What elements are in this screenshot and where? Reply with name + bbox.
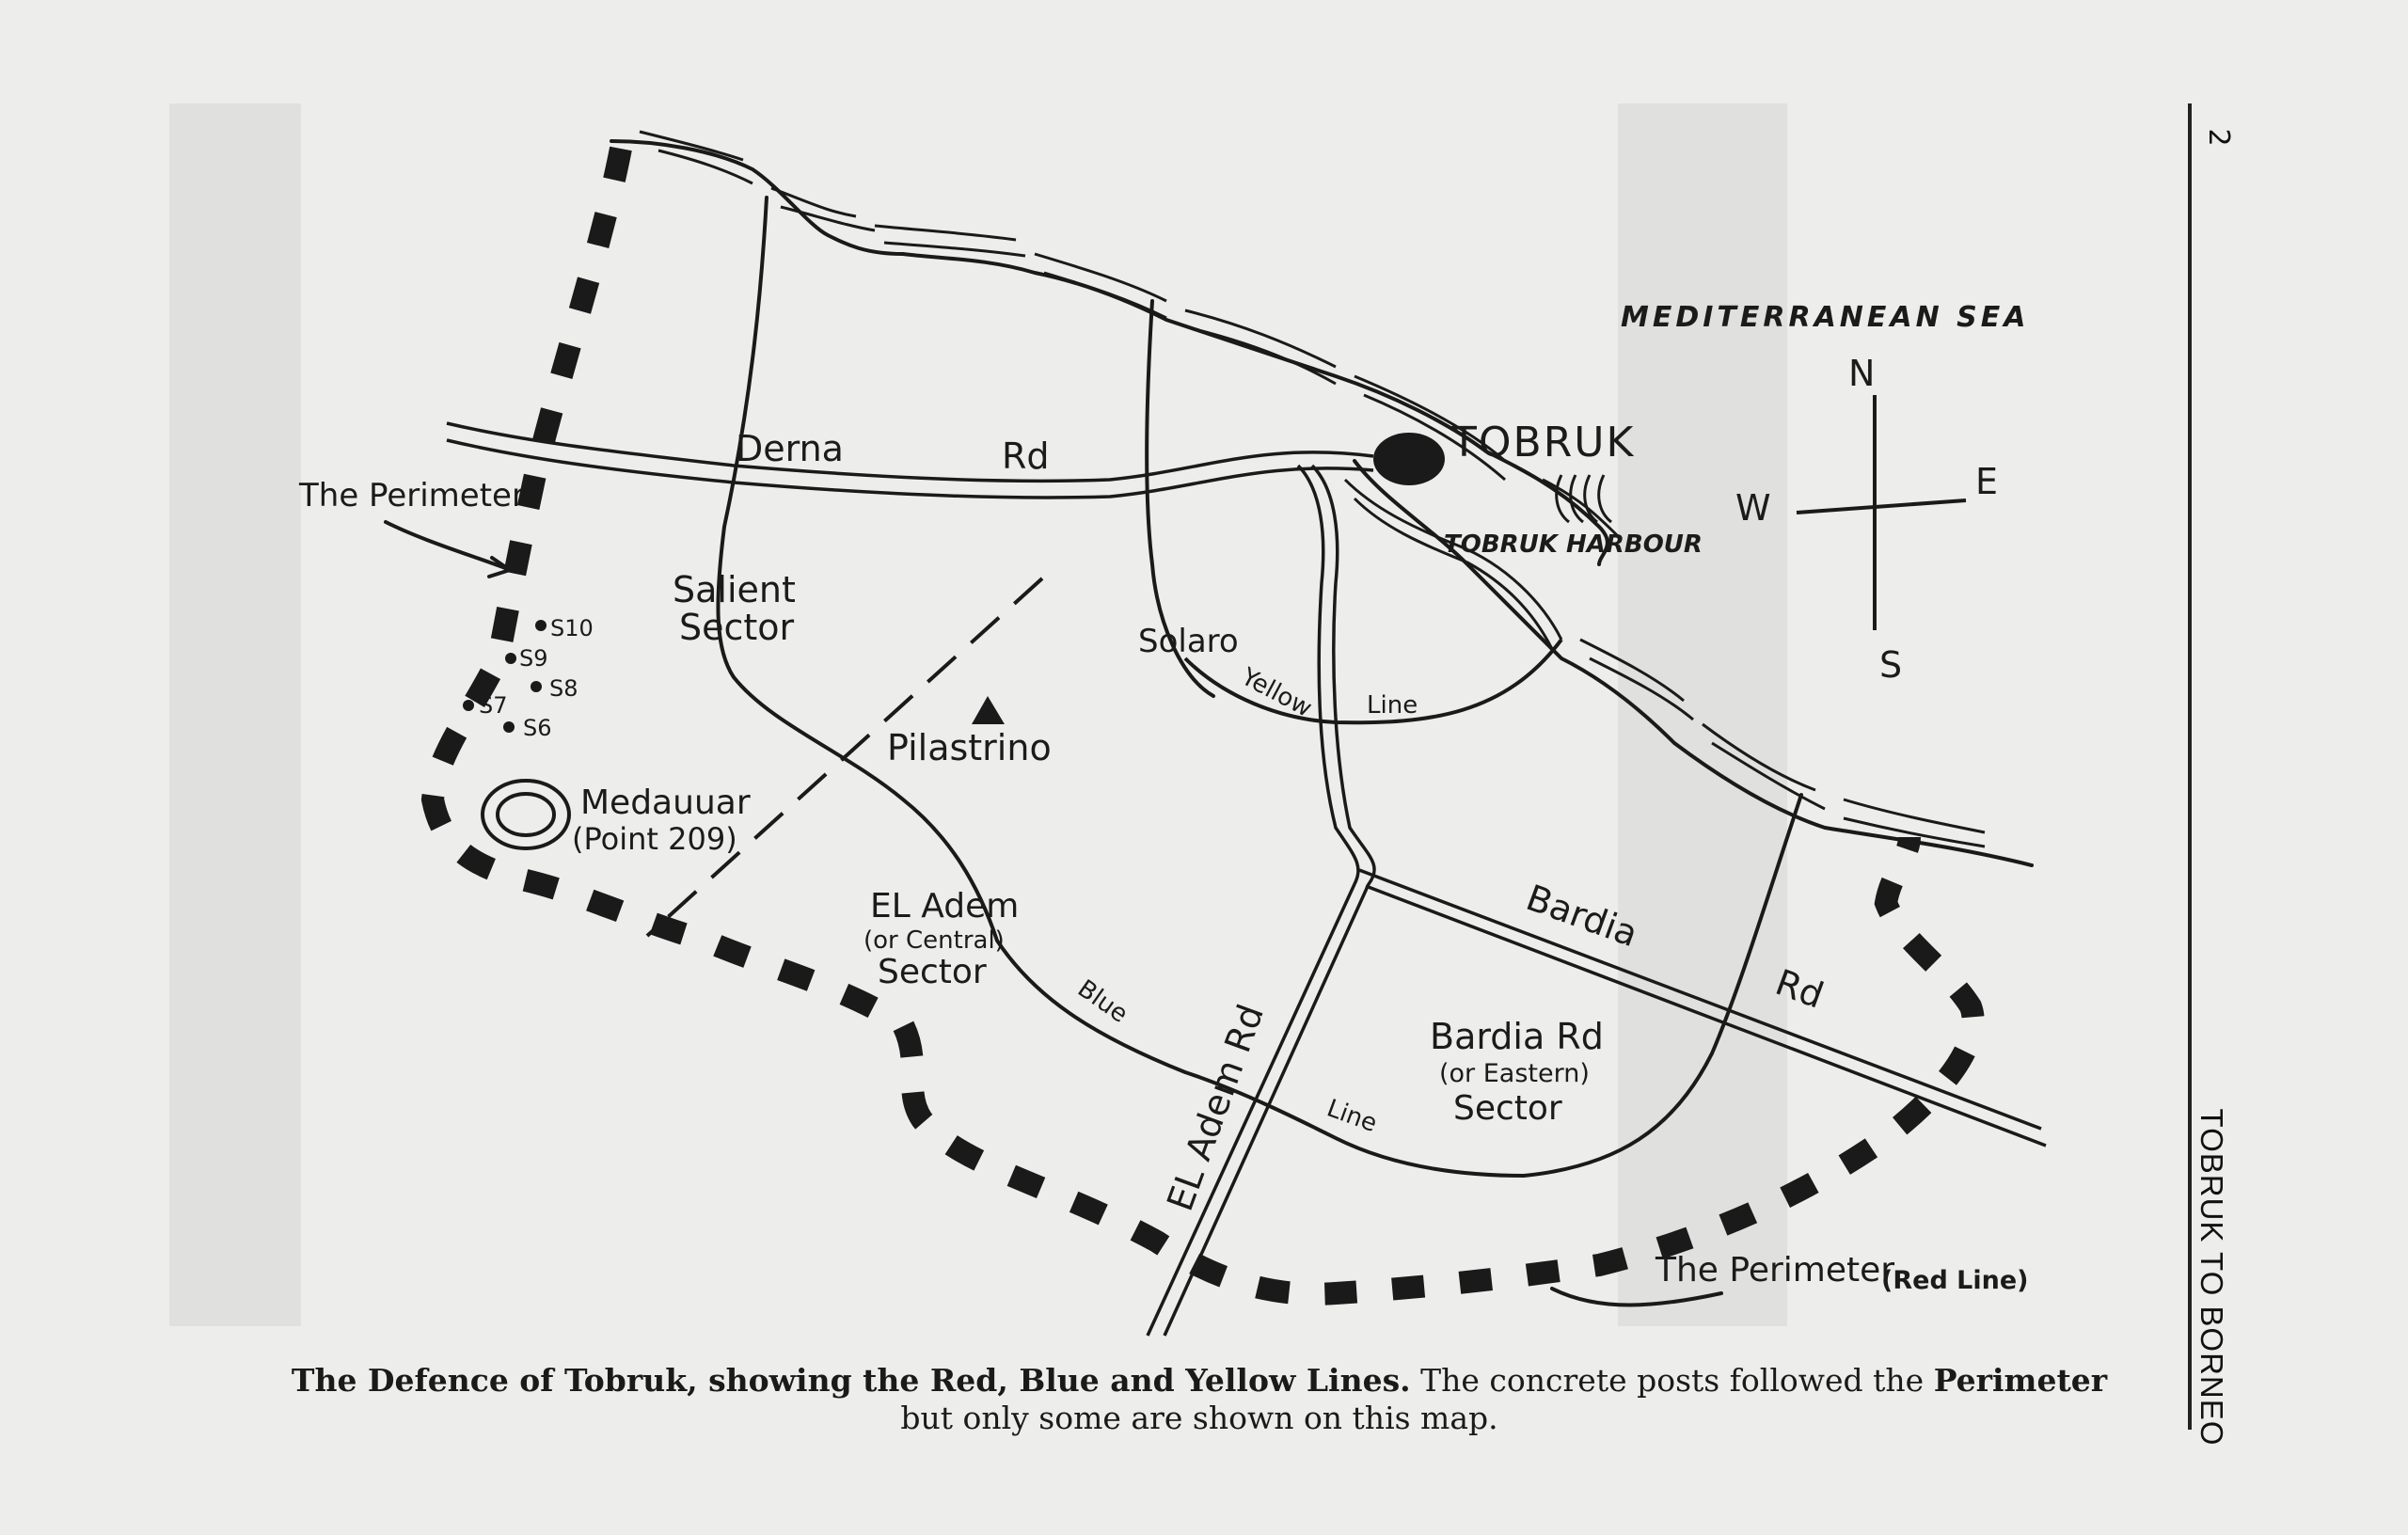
tobruk-label: TOBRUK [1451,419,1636,467]
post-s10-label: S10 [550,615,594,641]
medauuar-hill [483,781,569,848]
post-s6-marker [503,721,515,733]
caption-line2: but only some are shown on this map. [900,1400,1498,1436]
compass-e-label: E [1975,461,1999,502]
compass-n-label: N [1848,353,1876,394]
post-s6-label: S6 [523,715,552,741]
post-s10-marker [535,620,547,631]
caption-part3: Perimeter [1933,1362,2108,1399]
page-number: 2 [2202,128,2235,147]
bardia-sector-label-3: Sector [1453,1089,1562,1128]
tobruk-harbour-label: TOBRUK HARBOUR [1444,530,1703,559]
el-adem-rd-label: EL Adem Rd [1159,999,1273,1217]
coastline [611,141,2032,865]
bardia-rd-label: Rd [1769,961,1830,1017]
sea-label: MEDITERRANEAN SEA [1621,301,2030,334]
post-s8-marker [531,681,542,692]
compass-rose [1797,395,1966,630]
post-s9-label: S9 [519,645,548,672]
derna-rd-label: Rd [1002,435,1050,477]
salient-sector-label-2: Sector [679,607,795,648]
bardia-sector-label-1: Bardia Rd [1430,1016,1604,1057]
yellow-line-label-a: Yellow [1236,662,1317,723]
blue-line-label-b: Line [1323,1094,1381,1139]
compass-s-label: S [1879,644,1903,686]
compass-w-label: W [1735,487,1771,529]
red-line-label: (Red Line) [1881,1266,2029,1295]
caption-part2: The concrete posts followed the [1410,1362,1934,1399]
map-caption [282,1362,2116,1437]
bardia-label: Bardia [1520,877,1643,956]
blue-line-label-a: Blue [1071,974,1133,1029]
eladem-sector-label-3: Sector [878,953,987,991]
eladem-sector-label-2: (or Central) [863,926,1005,955]
post-s7-label: S7 [479,692,508,719]
caption-part1: The Defence of Tobruk, showing the Red, Blue and Yellow Lines. [291,1362,1411,1399]
derna-road [447,423,1373,498]
bardia-sector-label-2: (or Eastern) [1439,1059,1590,1088]
salient-sector-label-1: Salient [673,569,796,610]
perimeter-top-label: The Perimeter [299,477,525,514]
point209-label: (Point 209) [572,821,737,857]
yellow-line-label-b: Line [1367,691,1418,720]
derna-label: Derna [736,428,844,469]
eladem-sector-label-1: EL Adem [870,887,1020,926]
solaro-label: Solaro [1138,623,1239,660]
pilastrino-label: Pilastrino [887,727,1052,768]
tobruk-town-marker [1373,433,1445,485]
post-s8-label: S8 [549,675,578,702]
pilastrino-triangle-icon [972,696,1005,724]
post-s7-marker [463,700,474,711]
medauuar-label: Medauuar [580,783,751,822]
post-s9-marker [505,653,516,664]
perimeter-bottom-label: The Perimeter [1656,1251,1895,1290]
running-head: TOBRUK TO BORNEO [2194,1108,2229,1447]
